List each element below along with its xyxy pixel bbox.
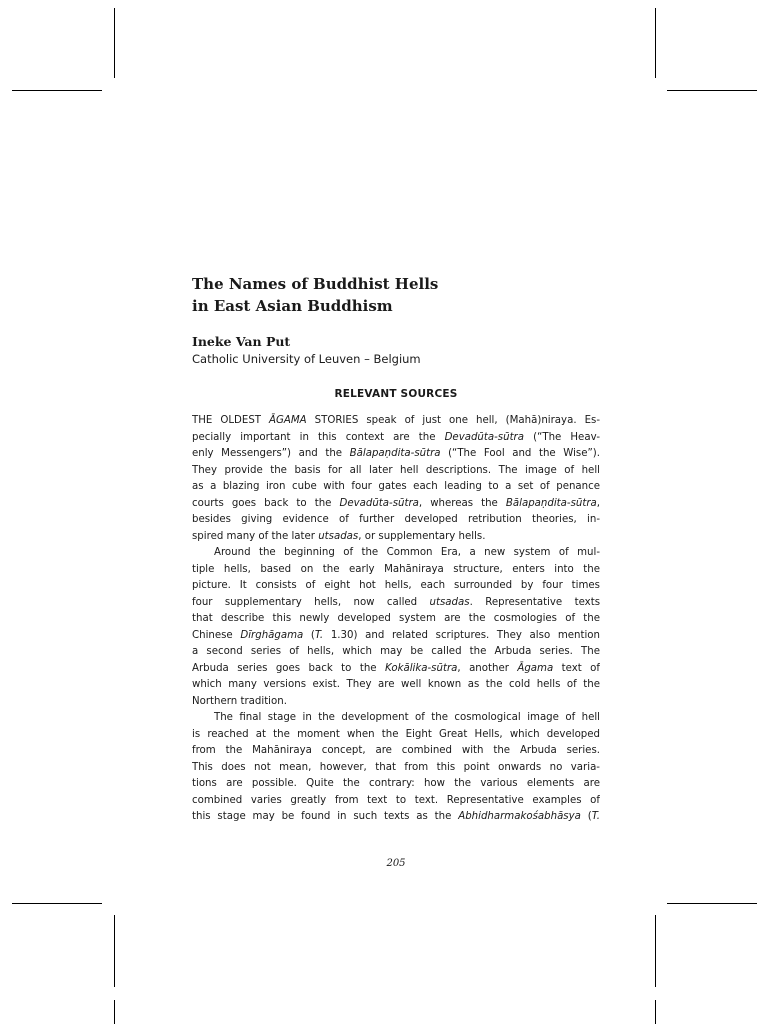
text-run: . Representative texts bbox=[469, 596, 600, 608]
text-run: Northern tradition. bbox=[192, 695, 287, 707]
body-line bbox=[192, 694, 600, 711]
text-run: tiple hells, based on the early Mahāniraya structure, enters into the bbox=[192, 563, 600, 575]
page-number: 205 bbox=[386, 858, 406, 869]
crop-mark-top-left-horizontal bbox=[12, 90, 102, 91]
text-run: The final stage in the development of the cosmological image of hell bbox=[214, 712, 600, 723]
text-run: ( bbox=[580, 811, 592, 822]
italic-term: Bālapaṇdita-sūtra bbox=[505, 497, 597, 509]
italic-term: T. bbox=[314, 629, 324, 641]
text-run: as a blazing iron cube with four gates each leading to a set of penance bbox=[192, 481, 600, 492]
italic-term: Devadūta-sūtra bbox=[339, 497, 419, 509]
text-run: from the Mahāniraya concept, are combined with the Arbuda series. bbox=[192, 745, 600, 756]
italic-term: T. bbox=[591, 811, 600, 822]
body-line bbox=[192, 479, 600, 496]
text-run: a second series of hells, which may be called the Arbuda series. The bbox=[192, 646, 600, 657]
italic-term: ĀGAMA bbox=[269, 415, 307, 426]
text-run: Arbuda series goes back to the bbox=[192, 662, 386, 674]
body-line bbox=[192, 611, 600, 628]
body-line bbox=[192, 512, 600, 529]
text-run: , whereas the bbox=[418, 497, 506, 509]
crop-mark-top-left-vertical bbox=[114, 8, 115, 78]
italic-term: Devadūta-sūtra bbox=[444, 431, 524, 443]
italic-term: Āgama bbox=[517, 662, 554, 674]
crop-mark-top-right-vertical bbox=[655, 8, 656, 78]
body-line bbox=[192, 760, 600, 777]
article-title-line-1: The Names of Buddhist Hells bbox=[192, 275, 439, 293]
body-line bbox=[192, 562, 600, 579]
text-run: picture. It consists of eight hot hells, each surrounded by four times bbox=[192, 580, 600, 591]
body-line bbox=[192, 793, 600, 810]
body-line bbox=[192, 578, 600, 595]
italic-term: utsadas bbox=[429, 596, 470, 608]
italic-term: Dīrghāgama bbox=[240, 629, 304, 641]
body-line bbox=[192, 628, 600, 645]
body-line bbox=[192, 529, 600, 546]
body-line bbox=[192, 595, 600, 612]
crop-mark-bottom-right-vertical bbox=[655, 915, 656, 987]
text-run: , or supplementary hells. bbox=[358, 530, 486, 542]
crop-mark-bottom-left-vertical-2 bbox=[114, 1000, 115, 1024]
body-line bbox=[192, 496, 600, 513]
body-line bbox=[192, 727, 600, 744]
text-run: tions are possible. Quite the contrary: how the various elements are bbox=[192, 778, 600, 789]
text-run: enly Messengers”) and the bbox=[192, 448, 350, 459]
text-run: , another bbox=[457, 662, 518, 674]
body-line bbox=[192, 809, 600, 826]
crop-mark-bottom-left-horizontal bbox=[12, 903, 102, 904]
text-run: (“The Heav- bbox=[524, 431, 600, 443]
text-run: four supplementary hells, now called bbox=[192, 596, 430, 608]
text-run: Around the beginning of the Common Era, a new system of mul- bbox=[214, 547, 600, 558]
body-line bbox=[192, 545, 600, 562]
italic-term: Kokālika-sūtra bbox=[385, 662, 458, 674]
italic-term: Abhidharmakośabhāsya bbox=[458, 811, 581, 822]
body-line bbox=[192, 743, 600, 760]
text-run: that describe this newly developed system are the cosmologies of the bbox=[192, 613, 600, 624]
text-run: which many versions exist. They are well known as the cold hells of the bbox=[192, 679, 600, 690]
text-run: courts goes back to the bbox=[192, 497, 340, 509]
text-run: pecially important in this context are the bbox=[192, 431, 445, 443]
italic-term: Bālapaṇdita-sūtra bbox=[349, 448, 441, 459]
text-run: spired many of the later bbox=[192, 530, 319, 542]
author-affiliation: Catholic University of Leuven – Belgium bbox=[192, 352, 421, 366]
crop-mark-bottom-left-vertical bbox=[114, 915, 115, 987]
text-run: is reached at the moment when the Eight Great Hells, which developed bbox=[192, 728, 600, 740]
text-run: ( bbox=[303, 629, 315, 641]
body-line bbox=[192, 661, 600, 678]
text-run: this stage may be found in such texts as the bbox=[192, 811, 459, 822]
article-title bbox=[192, 273, 612, 317]
section-heading: RELEVANT SOURCES bbox=[334, 388, 458, 400]
crop-mark-bottom-right-vertical-2 bbox=[655, 1000, 656, 1024]
body-line bbox=[192, 644, 600, 661]
body-text bbox=[192, 413, 600, 826]
text-run: besides giving evidence of further developed retribution theories, in- bbox=[192, 514, 600, 525]
body-line bbox=[192, 710, 600, 727]
article-title-line-2: in East Asian Buddhism bbox=[192, 297, 393, 315]
text-run: (“The Fool and the Wise”). bbox=[440, 448, 600, 459]
text-run: STORIES speak of just one hell, (Mahā)niraya. Es- bbox=[306, 415, 600, 426]
body-line bbox=[192, 776, 600, 793]
text-run: This does not mean, however, that from this point onwards no varia- bbox=[192, 761, 600, 773]
text-run: 1.30) and related scriptures. They also mention bbox=[323, 629, 600, 641]
crop-mark-bottom-right-horizontal bbox=[667, 903, 757, 904]
author-name: Ineke Van Put bbox=[192, 334, 291, 349]
text-run: They provide the basis for all later hell descriptions. The image of hell bbox=[192, 464, 600, 476]
body-line bbox=[192, 677, 600, 694]
text-run: Chinese bbox=[192, 629, 241, 641]
body-line bbox=[192, 430, 600, 447]
body-line bbox=[192, 446, 600, 463]
italic-term: utsadas bbox=[318, 530, 359, 542]
body-line bbox=[192, 463, 600, 480]
body-line bbox=[192, 413, 600, 430]
text-run: text of bbox=[553, 662, 600, 674]
text-run: combined varies greatly from text to text. Representative examples of bbox=[192, 794, 600, 806]
text-run: , bbox=[596, 497, 600, 509]
crop-mark-top-right-horizontal bbox=[667, 90, 757, 91]
text-run: THE OLDEST bbox=[192, 415, 270, 426]
